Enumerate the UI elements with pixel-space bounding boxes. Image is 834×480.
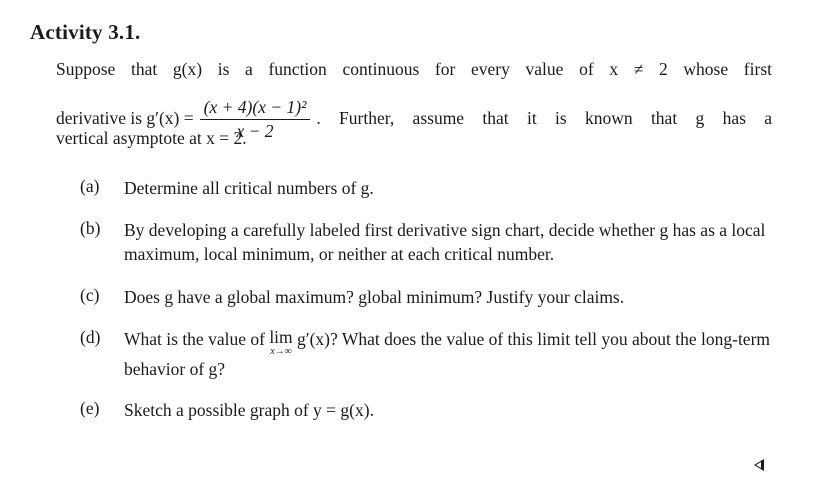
item-text: Sketch a possible graph of y = g(x). — [124, 400, 374, 420]
fraction-denominator: x − 2 — [236, 121, 274, 141]
limit-word: lim — [269, 327, 293, 347]
intro-line-3: vertical asymptote at x = 2. — [56, 128, 247, 148]
item-label: (c) — [80, 285, 100, 305]
item-text: By developing a carefully labeled first derivative sign chart, decide whether g has as a local maximum, local minimum, or neither at each critical number. — [124, 220, 766, 264]
derivative-prefix: derivative is g′(x) = — [56, 108, 194, 128]
item-text: Determine all critical numbers of g. — [124, 178, 374, 198]
fraction-numerator: (x + 4)(x − 1)² — [200, 97, 311, 120]
limit-operator — [269, 327, 292, 357]
item-text-after: g′(x)? What does the value of this limit tell you about the long-term behavior of g? — [124, 329, 771, 379]
item-label: (e) — [80, 398, 100, 418]
item-text-before: What is the value of — [124, 329, 270, 349]
intro-line-2-tail: . Further, assume that it is known that g has a — [316, 108, 772, 128]
intro-line-1: Suppose that g(x) is a function continuous for every value of x ≠ 2 whose first — [56, 59, 772, 79]
item-label: (a) — [80, 176, 100, 196]
item-text: Does g have a global maximum? global minimum? Justify your claims. — [124, 287, 625, 307]
item-label: (b) — [80, 218, 101, 238]
item-label: (d) — [80, 327, 101, 347]
limit-subscript: x→∞ — [270, 346, 292, 357]
item-text — [124, 327, 770, 381]
triangle-left-icon — [754, 459, 764, 471]
activity-title: Activity 3.1. — [30, 20, 141, 44]
